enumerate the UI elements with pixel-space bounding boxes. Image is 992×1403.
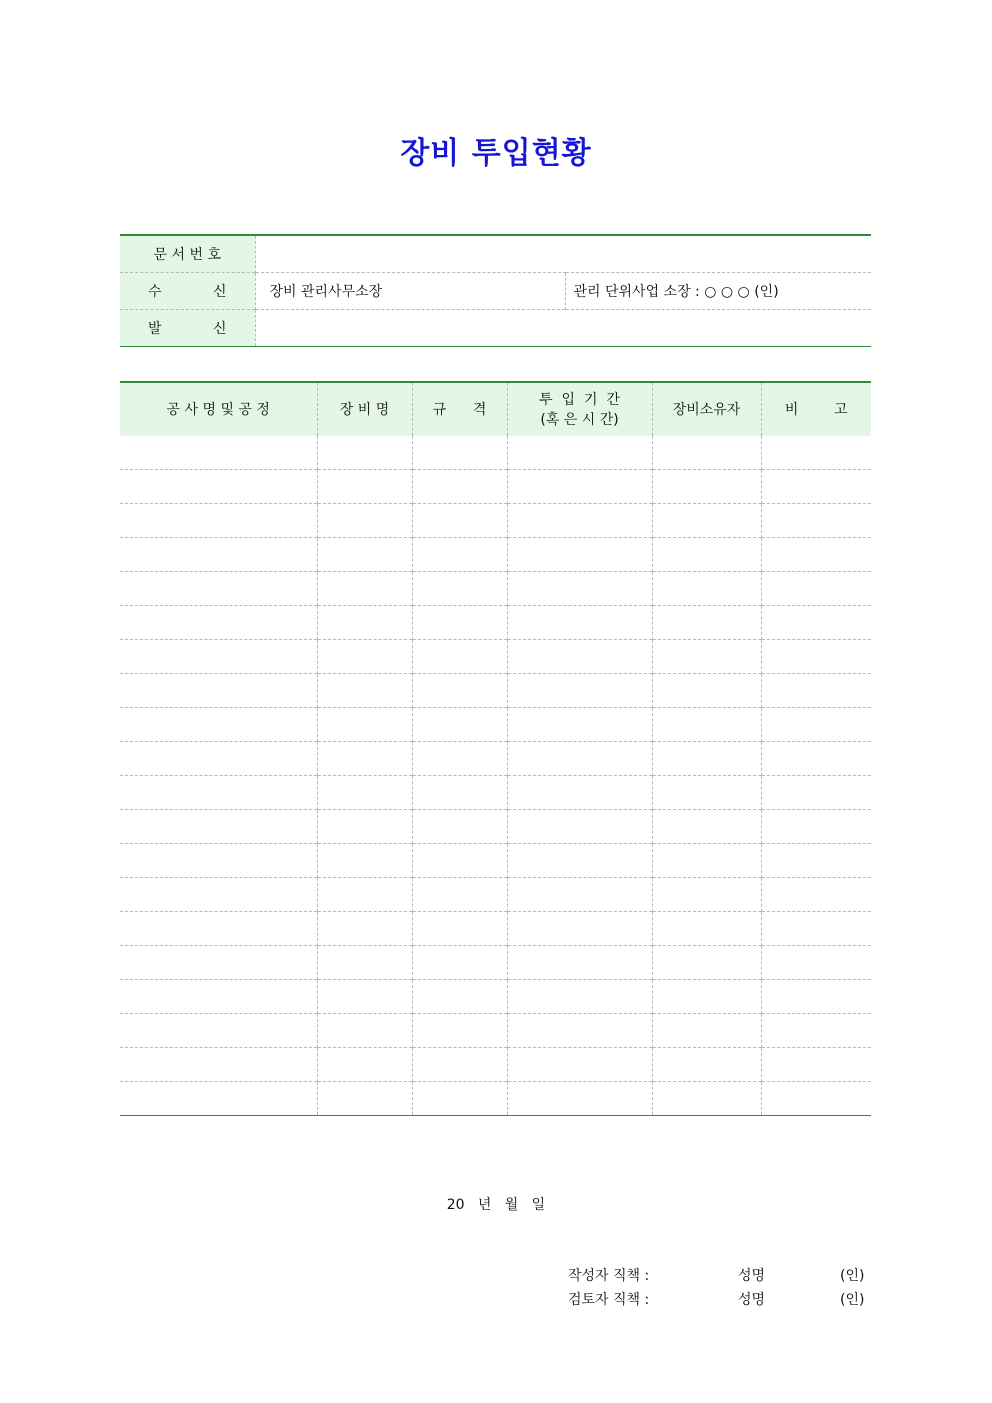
table-cell[interactable] bbox=[652, 810, 761, 844]
table-row bbox=[120, 436, 871, 470]
table-cell[interactable] bbox=[120, 810, 317, 844]
header-remarks: 비 고 bbox=[761, 382, 871, 436]
table-cell[interactable] bbox=[120, 1082, 317, 1116]
table-cell[interactable] bbox=[761, 742, 871, 776]
table-cell[interactable] bbox=[507, 606, 652, 640]
header-owner: 장비소유자 bbox=[652, 382, 761, 436]
table-cell[interactable] bbox=[652, 844, 761, 878]
table-cell[interactable] bbox=[317, 1048, 412, 1082]
reviewer-seal: (인) bbox=[840, 1292, 865, 1308]
sender-row bbox=[120, 310, 871, 347]
table-cell[interactable] bbox=[652, 980, 761, 1014]
table-cell[interactable] bbox=[412, 1082, 507, 1116]
header-spec: 규 격 bbox=[412, 382, 507, 436]
receiver-note[interactable]: 관리 단위사업 소장 : ○ ○ ○ (인) bbox=[565, 273, 871, 310]
table-cell[interactable] bbox=[317, 878, 412, 912]
table-cell[interactable] bbox=[507, 912, 652, 946]
table-row bbox=[120, 470, 871, 504]
table-cell[interactable] bbox=[317, 504, 412, 538]
writer-seal: (인) bbox=[840, 1268, 865, 1284]
table-cell[interactable] bbox=[120, 606, 317, 640]
table-cell[interactable] bbox=[412, 674, 507, 708]
table-cell[interactable] bbox=[761, 776, 871, 810]
table-cell[interactable] bbox=[652, 1014, 761, 1048]
table-cell[interactable] bbox=[120, 436, 317, 470]
table-cell[interactable] bbox=[652, 878, 761, 912]
table-cell[interactable] bbox=[652, 470, 761, 504]
table-cell[interactable] bbox=[652, 436, 761, 470]
table-cell[interactable] bbox=[120, 1014, 317, 1048]
table-cell[interactable] bbox=[120, 844, 317, 878]
table-cell[interactable] bbox=[507, 436, 652, 470]
table-cell[interactable] bbox=[507, 878, 652, 912]
table-row bbox=[120, 674, 871, 708]
table-cell[interactable] bbox=[412, 1014, 507, 1048]
table-cell[interactable] bbox=[412, 844, 507, 878]
table-cell[interactable] bbox=[652, 674, 761, 708]
table-row bbox=[120, 572, 871, 606]
table-cell[interactable] bbox=[507, 504, 652, 538]
table-cell[interactable] bbox=[507, 1082, 652, 1116]
table-cell[interactable] bbox=[507, 946, 652, 980]
document-info-table bbox=[120, 234, 871, 347]
table-cell[interactable] bbox=[761, 504, 871, 538]
table-row bbox=[120, 742, 871, 776]
table-cell[interactable] bbox=[412, 538, 507, 572]
table-cell[interactable] bbox=[317, 538, 412, 572]
table-cell[interactable] bbox=[652, 742, 761, 776]
table-cell[interactable] bbox=[652, 1082, 761, 1116]
writer-label: 작성자 직책 : bbox=[568, 1268, 650, 1284]
receiver-label: 수 신 bbox=[120, 273, 255, 310]
table-cell[interactable] bbox=[412, 912, 507, 946]
table-cell[interactable] bbox=[652, 946, 761, 980]
writer-signature-line bbox=[568, 1265, 868, 1285]
table-cell[interactable] bbox=[507, 844, 652, 878]
table-cell[interactable] bbox=[761, 1082, 871, 1116]
table-cell[interactable] bbox=[412, 640, 507, 674]
table-cell[interactable] bbox=[761, 436, 871, 470]
table-cell[interactable] bbox=[761, 708, 871, 742]
header-equipment: 장 비 명 bbox=[317, 382, 412, 436]
table-cell[interactable] bbox=[652, 708, 761, 742]
table-cell[interactable] bbox=[120, 470, 317, 504]
table-cell[interactable] bbox=[412, 810, 507, 844]
table-cell[interactable] bbox=[120, 878, 317, 912]
table-cell[interactable] bbox=[317, 980, 412, 1014]
table-cell[interactable] bbox=[120, 538, 317, 572]
table-cell[interactable] bbox=[507, 980, 652, 1014]
table-cell[interactable] bbox=[761, 1048, 871, 1082]
table-cell[interactable] bbox=[317, 742, 412, 776]
table-cell[interactable] bbox=[317, 912, 412, 946]
equipment-table bbox=[120, 381, 871, 1116]
table-row bbox=[120, 776, 871, 810]
table-cell[interactable] bbox=[120, 742, 317, 776]
table-row bbox=[120, 1014, 871, 1048]
table-cell[interactable] bbox=[507, 742, 652, 776]
table-row bbox=[120, 1048, 871, 1082]
sender-label: 발 신 bbox=[120, 310, 255, 347]
table-cell[interactable] bbox=[761, 844, 871, 878]
reviewer-label: 검토자 직책 : bbox=[568, 1292, 650, 1308]
table-cell[interactable] bbox=[120, 776, 317, 810]
table-row bbox=[120, 912, 871, 946]
table-cell[interactable] bbox=[761, 912, 871, 946]
table-cell[interactable] bbox=[652, 640, 761, 674]
table-cell[interactable] bbox=[761, 538, 871, 572]
table-cell[interactable] bbox=[507, 470, 652, 504]
table-cell[interactable] bbox=[507, 538, 652, 572]
table-cell[interactable] bbox=[412, 946, 507, 980]
reviewer-name-label: 성명 bbox=[738, 1292, 766, 1308]
table-row bbox=[120, 708, 871, 742]
table-cell[interactable] bbox=[761, 810, 871, 844]
table-row bbox=[120, 878, 871, 912]
table-cell[interactable] bbox=[761, 470, 871, 504]
table-cell[interactable] bbox=[120, 572, 317, 606]
table-cell[interactable] bbox=[507, 776, 652, 810]
table-header-row bbox=[120, 382, 871, 436]
table-cell[interactable] bbox=[120, 946, 317, 980]
table-cell[interactable] bbox=[120, 912, 317, 946]
table-cell[interactable] bbox=[507, 708, 652, 742]
table-cell[interactable] bbox=[761, 572, 871, 606]
table-row bbox=[120, 980, 871, 1014]
table-cell[interactable] bbox=[507, 1048, 652, 1082]
table-cell[interactable] bbox=[412, 708, 507, 742]
reviewer-signature-line bbox=[568, 1289, 868, 1309]
table-cell[interactable] bbox=[761, 640, 871, 674]
writer-name-label: 성명 bbox=[738, 1268, 766, 1284]
table-cell[interactable] bbox=[120, 1048, 317, 1082]
table-cell[interactable] bbox=[652, 776, 761, 810]
table-cell[interactable] bbox=[317, 946, 412, 980]
table-cell[interactable] bbox=[317, 640, 412, 674]
table-row bbox=[120, 946, 871, 980]
table-cell[interactable] bbox=[652, 504, 761, 538]
table-cell[interactable] bbox=[120, 504, 317, 538]
table-cell[interactable] bbox=[317, 436, 412, 470]
table-cell[interactable] bbox=[652, 1048, 761, 1082]
table-cell[interactable] bbox=[120, 640, 317, 674]
table-cell[interactable] bbox=[412, 1048, 507, 1082]
table-row bbox=[120, 538, 871, 572]
table-cell[interactable] bbox=[317, 674, 412, 708]
table-cell[interactable] bbox=[412, 470, 507, 504]
table-cell[interactable] bbox=[412, 504, 507, 538]
table-cell[interactable] bbox=[317, 470, 412, 504]
table-cell[interactable] bbox=[412, 606, 507, 640]
table-cell[interactable] bbox=[317, 810, 412, 844]
table-cell[interactable] bbox=[761, 606, 871, 640]
table-cell[interactable] bbox=[507, 640, 652, 674]
header-project: 공 사 명 및 공 정 bbox=[120, 382, 317, 436]
table-cell[interactable] bbox=[317, 776, 412, 810]
table-cell[interactable] bbox=[761, 946, 871, 980]
table-body bbox=[120, 436, 871, 1116]
table-cell[interactable] bbox=[507, 1014, 652, 1048]
table-cell[interactable] bbox=[507, 810, 652, 844]
table-cell[interactable] bbox=[652, 912, 761, 946]
table-row bbox=[120, 504, 871, 538]
table-cell[interactable] bbox=[120, 980, 317, 1014]
table-cell[interactable] bbox=[317, 844, 412, 878]
table-cell[interactable] bbox=[412, 980, 507, 1014]
table-cell[interactable] bbox=[317, 1082, 412, 1116]
table-cell[interactable] bbox=[652, 572, 761, 606]
document-title: 장비 투입현황 bbox=[400, 136, 592, 171]
table-cell[interactable] bbox=[761, 980, 871, 1014]
table-cell[interactable] bbox=[761, 878, 871, 912]
receiver-value[interactable]: 장비 관리사무소장 bbox=[255, 273, 565, 310]
table-cell[interactable] bbox=[652, 606, 761, 640]
date-line: 20 년 월 일 bbox=[446, 1197, 546, 1213]
table-cell[interactable] bbox=[317, 606, 412, 640]
table-cell[interactable] bbox=[317, 708, 412, 742]
table-cell[interactable] bbox=[412, 742, 507, 776]
table-cell[interactable] bbox=[412, 572, 507, 606]
table-row bbox=[120, 810, 871, 844]
table-cell[interactable] bbox=[120, 708, 317, 742]
doc-number-row bbox=[120, 235, 871, 273]
table-cell[interactable] bbox=[412, 776, 507, 810]
header-period: 투 입 기 간 (혹 은 시 간) bbox=[507, 382, 652, 436]
table-cell[interactable] bbox=[317, 1014, 412, 1048]
doc-number-field[interactable] bbox=[255, 235, 871, 273]
doc-number-label: 문 서 번 호 bbox=[120, 235, 255, 273]
sender-field[interactable] bbox=[255, 310, 871, 347]
table-cell[interactable] bbox=[652, 538, 761, 572]
table-cell[interactable] bbox=[761, 674, 871, 708]
table-row bbox=[120, 1082, 871, 1116]
table-cell[interactable] bbox=[507, 674, 652, 708]
table-row bbox=[120, 640, 871, 674]
table-cell[interactable] bbox=[507, 572, 652, 606]
table-cell[interactable] bbox=[412, 878, 507, 912]
table-cell[interactable] bbox=[761, 1014, 871, 1048]
table-cell[interactable] bbox=[120, 674, 317, 708]
table-row bbox=[120, 606, 871, 640]
table-row bbox=[120, 844, 871, 878]
table-cell[interactable] bbox=[412, 436, 507, 470]
table-cell[interactable] bbox=[317, 572, 412, 606]
receiver-row bbox=[120, 273, 871, 310]
